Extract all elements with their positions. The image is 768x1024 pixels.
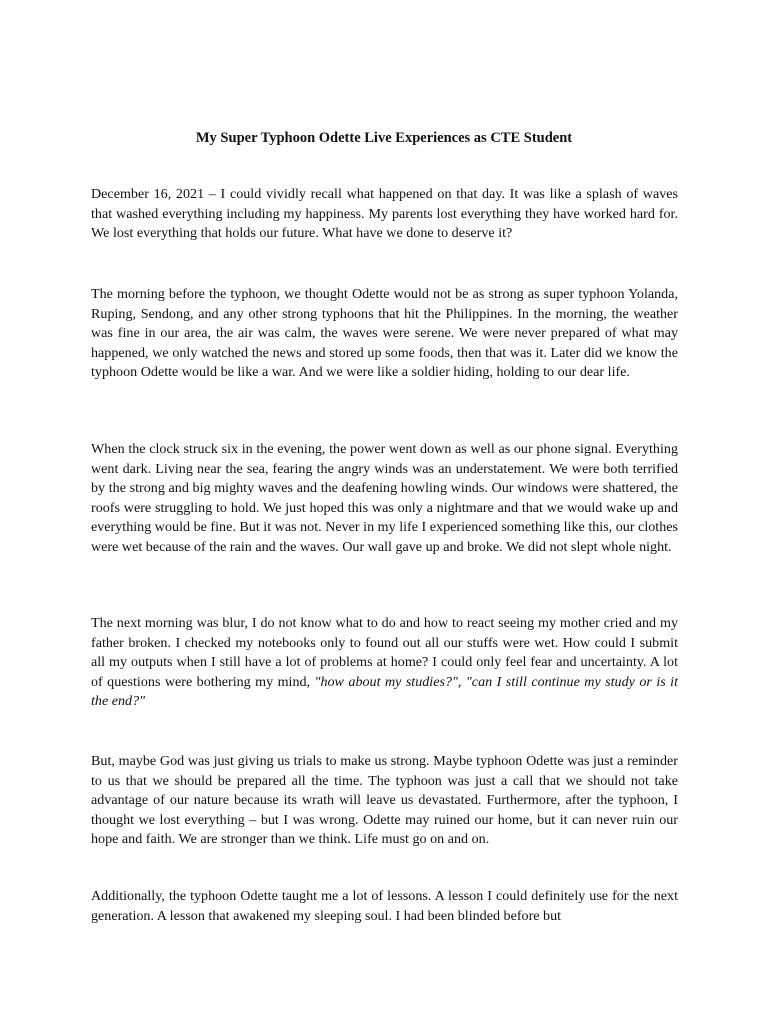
- document-title: My Super Typhoon Odette Live Experiences as CTE Student: [195, 130, 573, 146]
- paragraph-next-morning: [91, 614, 678, 712]
- paragraph-evening-storm: When the clock struck six in the evening, the power went down as well as our phone signal. Everything went dark. Living near the sea, fearing the angry winds was an understatement. We were both terrified by the strong and big mighty waves and the deafening howling winds. Our windows were shattered, the roofs were struggling to hold. We just hoped this was only a nightmare and that we would wake up and everything would be fine. But it was not. Never in my life I experienced something like this, our clothes were wet because of the rain and the waves. Our wall gave up and broke. We did not slept whole night.: [91, 441, 678, 555]
- paragraph-lessons: Additionally, the typhoon Odette taught me a lot of lessons. A lesson I could definitely use for the next generation. A lesson that awakened my sleeping soul. I had been blinded before but: [91, 888, 678, 924]
- paragraph-morning-before: The morning before the typhoon, we thought Odette would not be as strong as super typhoon Yolanda, Ruping, Sendong, and any other strong typhoons that hit the Philippines. In the morning, the weather was fine in our area, the air was calm, the waves were serene. We were never prepared of what may happened, we only watched the news and stored up some foods, then that was it. Later did we know the typhoon Odette would be like a war. And we were like a soldier hiding, holding to our dear life.: [91, 286, 678, 381]
- paragraph-next-morning-text: The next morning was blur, I do not know what to do and how to react seeing my mother cried and my father broken. I checked my notebooks only to found out all our stuffs were wet. How could I submit all my outputs when I still have a lot of problems at home? I could only feel fear and uncertainty. A lot of questions were bothering my mind,: [91, 615, 678, 690]
- paragraph-trials: But, maybe God was just giving us trials to make us strong. Maybe typhoon Odette was just a reminder to us that we should be prepared all the time. The typhoon was just a call that we should not take advantage of our nature because its wrath will leave us devastated. Furthermore, after the typhoon, I thought we lost everything – but I was wrong. Odette may ruined our home, but it can never ruin our hope and faith. We are stronger than we think. Life must go on and on.: [91, 753, 678, 848]
- paragraph-date-intro: December 16, 2021 – I could vividly recall what happened on that day. It was like a splash of waves that washed everything including my happiness. My parents lost everything they have worked hard for. We lost everything that holds our future. What have we done to deserve it?: [91, 186, 678, 242]
- paragraph-next-morning-quote: "how about my studies?", "can I still continue my study or is it the end?": [91, 673, 678, 710]
